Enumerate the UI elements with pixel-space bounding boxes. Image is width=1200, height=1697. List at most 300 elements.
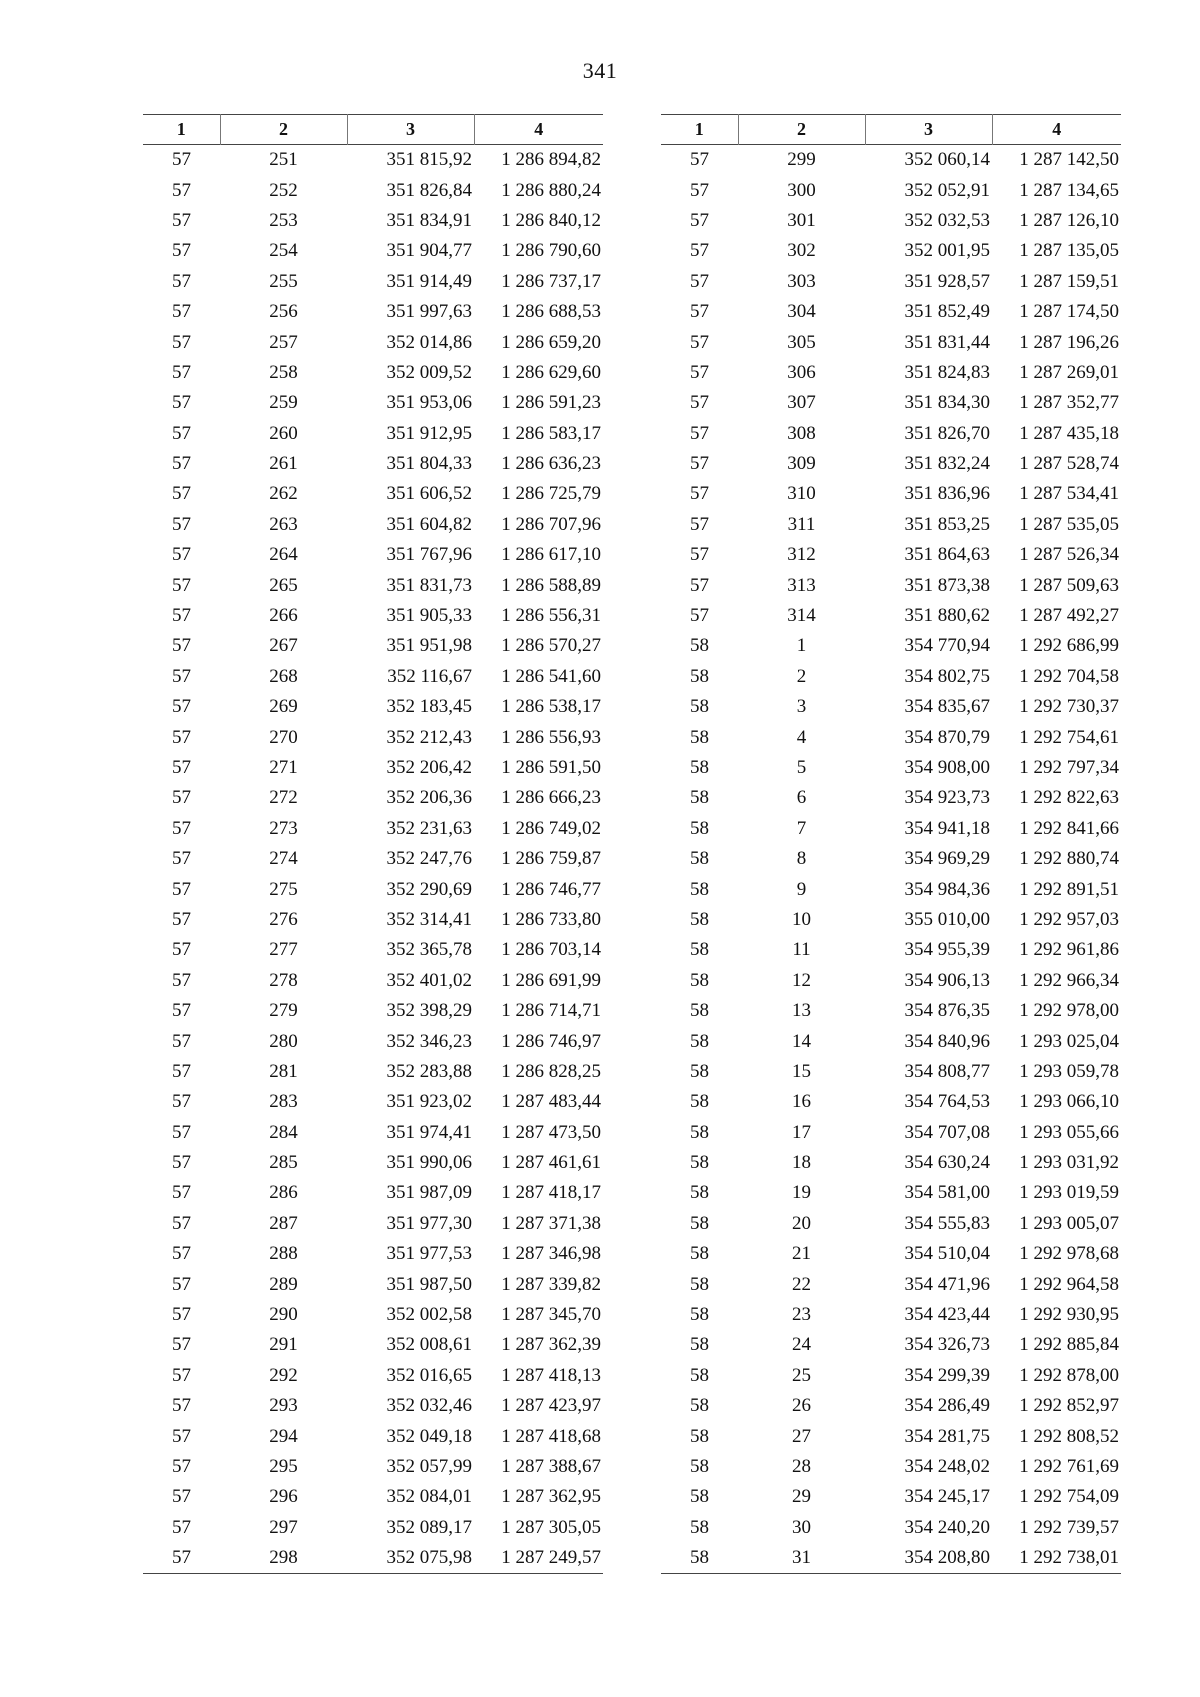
table-row bbox=[143, 570, 603, 600]
table-cell-col3: 351 834,30 bbox=[904, 392, 990, 414]
table-cell-col4: 1 286 588,89 bbox=[501, 574, 601, 596]
table-cell-col3: 354 707,08 bbox=[904, 1121, 990, 1143]
table-cell-col1: 57 bbox=[172, 1486, 191, 1508]
table-cell-col3: 351 826,70 bbox=[904, 422, 990, 444]
table-row bbox=[143, 1330, 603, 1360]
table-cell-col2: 27 bbox=[792, 1425, 811, 1447]
table-cell-col3: 351 977,53 bbox=[386, 1243, 472, 1265]
table-cell-col2: 299 bbox=[787, 149, 816, 171]
table-cell-col3: 351 923,02 bbox=[386, 1091, 472, 1113]
table-cell-col1: 57 bbox=[690, 240, 709, 262]
table-cell-col2: 295 bbox=[269, 1455, 298, 1477]
table-cell-col3: 351 997,63 bbox=[386, 301, 472, 323]
table-cell-col3: 352 016,65 bbox=[386, 1364, 472, 1386]
table-cell-col3: 352 032,46 bbox=[386, 1395, 472, 1417]
table-cell-col3: 351 804,33 bbox=[386, 453, 472, 475]
table-cell-col4: 1 286 725,79 bbox=[501, 483, 601, 505]
table-cell-col1: 57 bbox=[172, 635, 191, 657]
table-cell-col4: 1 293 031,92 bbox=[1019, 1152, 1119, 1174]
table-cell-col3: 352 049,18 bbox=[386, 1425, 472, 1447]
table-row bbox=[143, 753, 603, 783]
table-cell-col3: 351 864,63 bbox=[904, 544, 990, 566]
table-row bbox=[661, 874, 1121, 904]
table-cell-col4: 1 286 714,71 bbox=[501, 1000, 601, 1022]
table-row bbox=[661, 1330, 1121, 1360]
table-cell-col2: 296 bbox=[269, 1486, 298, 1508]
table-row bbox=[143, 297, 603, 327]
table-cell-col2: 19 bbox=[792, 1182, 811, 1204]
table-row bbox=[143, 814, 603, 844]
table-row bbox=[143, 358, 603, 388]
table-cell-col4: 1 286 691,99 bbox=[501, 969, 601, 991]
table-cell-col3: 351 767,96 bbox=[386, 544, 472, 566]
table-cell-col4: 1 287 196,26 bbox=[1019, 331, 1119, 353]
table-row bbox=[143, 1239, 603, 1269]
table-cell-col4: 1 287 528,74 bbox=[1019, 453, 1119, 475]
table-header-row bbox=[661, 115, 1121, 145]
table-cell-col1: 58 bbox=[690, 1304, 709, 1326]
table-cell-col2: 11 bbox=[792, 939, 811, 961]
table-row bbox=[661, 449, 1121, 479]
table-cell-col2: 9 bbox=[796, 878, 807, 900]
table-cell-col4: 1 286 707,96 bbox=[501, 513, 601, 535]
table-cell-col2: 253 bbox=[269, 209, 298, 231]
table-cell-col1: 57 bbox=[690, 453, 709, 475]
table-cell-col1: 57 bbox=[172, 1304, 191, 1326]
table-cell-col3: 354 770,94 bbox=[904, 635, 990, 657]
table-cell-col1: 57 bbox=[690, 270, 709, 292]
table-row bbox=[661, 206, 1121, 236]
table-row bbox=[661, 996, 1121, 1026]
table-row bbox=[143, 905, 603, 935]
table-cell-col1: 57 bbox=[172, 1364, 191, 1386]
table-cell-col3: 354 510,04 bbox=[904, 1243, 990, 1265]
table-cell-col1: 58 bbox=[690, 1243, 709, 1265]
table-row bbox=[143, 874, 603, 904]
table-cell-col4: 1 287 339,82 bbox=[501, 1273, 601, 1295]
table-cell-col4: 1 287 362,95 bbox=[501, 1486, 601, 1508]
table-cell-col1: 58 bbox=[690, 908, 709, 930]
table-cell-col2: 281 bbox=[269, 1060, 298, 1082]
table-cell-col1: 57 bbox=[172, 878, 191, 900]
table-cell-col4: 1 287 423,97 bbox=[501, 1395, 601, 1417]
table-cell-col2: 10 bbox=[792, 908, 811, 930]
table-cell-col1: 57 bbox=[690, 392, 709, 414]
table-cell-col4: 1 286 541,60 bbox=[501, 665, 601, 687]
table-cell-col4: 1 286 840,12 bbox=[501, 209, 601, 231]
table-row bbox=[143, 662, 603, 692]
table-cell-col4: 1 293 005,07 bbox=[1019, 1212, 1119, 1234]
table-cell-col3: 351 606,52 bbox=[386, 483, 472, 505]
table-cell-col3: 351 951,98 bbox=[386, 635, 472, 657]
table-cell-col1: 58 bbox=[690, 787, 709, 809]
table-row bbox=[661, 1118, 1121, 1148]
table-cell-col4: 1 286 749,02 bbox=[501, 817, 601, 839]
table-cell-col3: 352 290,69 bbox=[386, 878, 472, 900]
table-row bbox=[143, 996, 603, 1026]
table-cell-col4: 1 286 733,80 bbox=[501, 908, 601, 930]
table-row bbox=[661, 844, 1121, 874]
table-row bbox=[661, 814, 1121, 844]
column-header-2: 2 bbox=[220, 115, 347, 145]
table-cell-col3: 354 984,36 bbox=[904, 878, 990, 900]
table-cell-col1: 57 bbox=[690, 331, 709, 353]
table-cell-col1: 58 bbox=[690, 848, 709, 870]
table-cell-col3: 352 231,63 bbox=[386, 817, 472, 839]
table-row bbox=[143, 206, 603, 236]
table-cell-col4: 1 292 978,68 bbox=[1019, 1243, 1119, 1265]
table-cell-col4: 1 286 617,10 bbox=[501, 544, 601, 566]
table-row bbox=[661, 145, 1121, 176]
table-row bbox=[143, 510, 603, 540]
table-row bbox=[661, 510, 1121, 540]
table-cell-col1: 58 bbox=[690, 1547, 709, 1569]
table-cell-col3: 351 987,50 bbox=[386, 1273, 472, 1295]
table-row bbox=[661, 905, 1121, 935]
table-cell-col1: 58 bbox=[690, 1030, 709, 1052]
table-cell-col1: 57 bbox=[172, 1000, 191, 1022]
table-cell-col3: 351 873,38 bbox=[904, 574, 990, 596]
table-cell-col3: 352 089,17 bbox=[386, 1516, 472, 1538]
table-cell-col1: 57 bbox=[690, 209, 709, 231]
table-cell-col1: 57 bbox=[690, 422, 709, 444]
table-cell-col1: 58 bbox=[690, 1091, 709, 1113]
table-cell-col3: 354 764,53 bbox=[904, 1091, 990, 1113]
table-cell-col1: 57 bbox=[172, 1334, 191, 1356]
table-cell-col4: 1 286 538,17 bbox=[501, 696, 601, 718]
table-cell-col4: 1 286 556,93 bbox=[501, 726, 601, 748]
table-cell-col2: 306 bbox=[787, 361, 816, 383]
table-cell-col4: 1 287 371,38 bbox=[501, 1212, 601, 1234]
table-cell-col2: 256 bbox=[269, 301, 298, 323]
table-row bbox=[661, 1087, 1121, 1117]
table-cell-col1: 58 bbox=[690, 1000, 709, 1022]
table-cell-col2: 251 bbox=[269, 149, 298, 171]
table-header-row bbox=[143, 115, 603, 145]
table-row bbox=[661, 479, 1121, 509]
table-cell-col1: 58 bbox=[690, 939, 709, 961]
table-cell-col1: 57 bbox=[172, 301, 191, 323]
table-cell-col3: 351 815,92 bbox=[386, 149, 472, 171]
table-row bbox=[143, 175, 603, 205]
table-row bbox=[143, 1421, 603, 1451]
table-cell-col4: 1 292 966,34 bbox=[1019, 969, 1119, 991]
table-cell-col4: 1 286 636,23 bbox=[501, 453, 601, 475]
table-cell-col1: 58 bbox=[690, 1455, 709, 1477]
table-cell-col3: 354 286,49 bbox=[904, 1395, 990, 1417]
table-cell-col3: 352 032,53 bbox=[904, 209, 990, 231]
table-cell-col4: 1 292 704,58 bbox=[1019, 665, 1119, 687]
table-row bbox=[143, 722, 603, 752]
table-cell-col4: 1 286 659,20 bbox=[501, 331, 601, 353]
table-cell-col2: 278 bbox=[269, 969, 298, 991]
table-cell-col2: 308 bbox=[787, 422, 816, 444]
table-cell-col1: 57 bbox=[172, 726, 191, 748]
table-cell-col1: 58 bbox=[690, 1425, 709, 1447]
table-cell-col1: 57 bbox=[172, 1182, 191, 1204]
table-cell-col2: 290 bbox=[269, 1304, 298, 1326]
table-cell-col1: 57 bbox=[172, 270, 191, 292]
table-cell-col3: 352 116,67 bbox=[387, 665, 472, 687]
table-cell-col2: 300 bbox=[787, 179, 816, 201]
table-cell-col1: 57 bbox=[172, 331, 191, 353]
table-cell-col4: 1 287 142,50 bbox=[1019, 149, 1119, 171]
table-cell-col1: 58 bbox=[690, 726, 709, 748]
table-cell-col1: 57 bbox=[690, 179, 709, 201]
table-cell-col4: 1 292 754,61 bbox=[1019, 726, 1119, 748]
table-cell-col1: 57 bbox=[172, 787, 191, 809]
table-cell-col2: 305 bbox=[787, 331, 816, 353]
table-cell-col2: 1 bbox=[796, 635, 807, 657]
table-row bbox=[661, 570, 1121, 600]
table-cell-col3: 351 826,84 bbox=[386, 179, 472, 201]
table-cell-col1: 57 bbox=[172, 1516, 191, 1538]
table-row bbox=[143, 783, 603, 813]
table-cell-col1: 57 bbox=[690, 574, 709, 596]
table-cell-col3: 352 365,78 bbox=[386, 939, 472, 961]
table-cell-col4: 1 287 134,65 bbox=[1019, 179, 1119, 201]
table-cell-col2: 270 bbox=[269, 726, 298, 748]
table-row bbox=[661, 753, 1121, 783]
table-row bbox=[661, 1026, 1121, 1056]
table-cell-col2: 277 bbox=[269, 939, 298, 961]
table-cell-col3: 352 060,14 bbox=[904, 149, 990, 171]
table-cell-col1: 57 bbox=[172, 1152, 191, 1174]
table-cell-col3: 354 906,13 bbox=[904, 969, 990, 991]
table-row bbox=[661, 966, 1121, 996]
table-row bbox=[661, 631, 1121, 661]
table-cell-col4: 1 287 126,10 bbox=[1019, 209, 1119, 231]
table-cell-col4: 1 286 583,17 bbox=[501, 422, 601, 444]
table-cell-col4: 1 286 556,31 bbox=[501, 605, 601, 627]
page-number: 341 bbox=[582, 58, 618, 83]
table-cell-col1: 57 bbox=[172, 1395, 191, 1417]
table-cell-col3: 354 281,75 bbox=[904, 1425, 990, 1447]
table-cell-col3: 351 834,91 bbox=[386, 209, 472, 231]
table-row bbox=[661, 327, 1121, 357]
table-cell-col1: 57 bbox=[172, 1121, 191, 1143]
table-cell-col1: 57 bbox=[690, 361, 709, 383]
table-cell-col2: 13 bbox=[792, 1000, 811, 1022]
table-cell-col2: 264 bbox=[269, 544, 298, 566]
table-cell-col3: 352 314,41 bbox=[386, 908, 472, 930]
table-cell-col3: 351 852,49 bbox=[904, 301, 990, 323]
table-cell-col4: 1 286 688,53 bbox=[501, 301, 601, 323]
table-cell-col1: 58 bbox=[690, 1516, 709, 1538]
table-cell-col3: 352 075,98 bbox=[386, 1547, 472, 1569]
column-header-2: 2 bbox=[738, 115, 865, 145]
table-row bbox=[143, 844, 603, 874]
table-row bbox=[661, 1543, 1121, 1574]
table-cell-col4: 1 286 828,25 bbox=[501, 1060, 601, 1082]
table-cell-col2: 269 bbox=[269, 696, 298, 718]
table-cell-col2: 310 bbox=[787, 483, 816, 505]
table-cell-col4: 1 287 435,18 bbox=[1019, 422, 1119, 444]
table-cell-col3: 354 471,96 bbox=[904, 1273, 990, 1295]
table-cell-col2: 280 bbox=[269, 1030, 298, 1052]
table-cell-col4: 1 292 739,57 bbox=[1019, 1516, 1119, 1538]
coordinates-table-right bbox=[661, 114, 1121, 1574]
table-cell-col4: 1 286 591,50 bbox=[501, 757, 601, 778]
table-cell-col3: 351 604,82 bbox=[386, 513, 472, 535]
table-cell-col4: 1 293 055,66 bbox=[1019, 1121, 1119, 1143]
table-cell-col3: 352 014,86 bbox=[386, 331, 472, 353]
table-cell-col4: 1 292 930,95 bbox=[1019, 1304, 1119, 1326]
table-cell-col2: 21 bbox=[792, 1243, 811, 1265]
table-row bbox=[661, 935, 1121, 965]
table-cell-col3: 351 831,44 bbox=[904, 331, 990, 353]
table-cell-col1: 57 bbox=[172, 544, 191, 566]
table-row bbox=[143, 1543, 603, 1574]
table-row bbox=[143, 1057, 603, 1087]
table-cell-col4: 1 292 978,00 bbox=[1019, 1000, 1119, 1022]
table-cell-col1: 58 bbox=[690, 1060, 709, 1082]
table-cell-col1: 57 bbox=[690, 149, 709, 171]
table-cell-col1: 57 bbox=[172, 969, 191, 991]
table-cell-col4: 1 287 352,77 bbox=[1019, 392, 1119, 414]
table-cell-col4: 1 287 534,41 bbox=[1019, 483, 1119, 505]
table-cell-col3: 354 630,24 bbox=[904, 1152, 990, 1174]
table-cell-col4: 1 287 174,50 bbox=[1019, 301, 1119, 323]
table-cell-col2: 307 bbox=[787, 392, 816, 414]
table-cell-col2: 289 bbox=[269, 1273, 298, 1295]
table-row bbox=[661, 419, 1121, 449]
table-cell-col2: 22 bbox=[792, 1273, 811, 1295]
table-row bbox=[661, 662, 1121, 692]
table-cell-col2: 26 bbox=[792, 1395, 811, 1417]
table-cell-col1: 57 bbox=[172, 1060, 191, 1082]
column-header-4: 4 bbox=[474, 115, 603, 145]
table-cell-col3: 354 840,96 bbox=[904, 1030, 990, 1052]
table-cell-col2: 28 bbox=[792, 1455, 811, 1477]
table-cell-col1: 58 bbox=[690, 1121, 709, 1143]
table-cell-col4: 1 286 666,23 bbox=[501, 787, 601, 809]
table-cell-col2: 274 bbox=[269, 848, 298, 870]
table-row bbox=[143, 966, 603, 996]
table-cell-col1: 57 bbox=[172, 817, 191, 839]
table-cell-col2: 268 bbox=[269, 665, 298, 687]
table-cell-col4: 1 287 473,50 bbox=[501, 1121, 601, 1143]
table-cell-col3: 354 326,73 bbox=[904, 1334, 990, 1356]
table-cell-col3: 354 208,80 bbox=[904, 1547, 990, 1569]
table-cell-col1: 57 bbox=[172, 665, 191, 687]
table-cell-col2: 260 bbox=[269, 422, 298, 444]
table-cell-col4: 1 286 629,60 bbox=[501, 361, 601, 383]
table-row bbox=[661, 267, 1121, 297]
table-cell-col1: 57 bbox=[172, 908, 191, 930]
table-cell-col2: 309 bbox=[787, 453, 816, 475]
table-cell-col2: 257 bbox=[269, 331, 298, 353]
table-cell-col3: 352 283,88 bbox=[386, 1060, 472, 1082]
table-cell-col1: 58 bbox=[690, 1486, 709, 1508]
table-cell-col3: 354 923,73 bbox=[904, 787, 990, 809]
table-row bbox=[661, 1452, 1121, 1482]
table-cell-col1: 57 bbox=[172, 513, 191, 535]
column-header-1: 1 bbox=[176, 119, 186, 139]
table-cell-col4: 1 293 059,78 bbox=[1019, 1060, 1119, 1082]
table-cell-col3: 352 398,29 bbox=[386, 1000, 472, 1022]
table-row bbox=[143, 145, 603, 176]
table-cell-col3: 351 990,06 bbox=[386, 1152, 472, 1174]
table-row bbox=[143, 540, 603, 570]
table-cell-col2: 266 bbox=[269, 605, 298, 627]
table-cell-col2: 298 bbox=[269, 1547, 298, 1569]
table-cell-col2: 293 bbox=[269, 1395, 298, 1417]
table-row bbox=[661, 1361, 1121, 1391]
table-cell-col4: 1 292 738,01 bbox=[1019, 1547, 1119, 1569]
table-cell-col1: 57 bbox=[690, 605, 709, 627]
table-cell-col2: 301 bbox=[787, 209, 816, 231]
table-row bbox=[143, 1452, 603, 1482]
table-cell-col3: 352 084,01 bbox=[386, 1486, 472, 1508]
table-cell-col1: 57 bbox=[690, 544, 709, 566]
table-cell-col1: 57 bbox=[172, 483, 191, 505]
table-cell-col3: 351 928,57 bbox=[904, 270, 990, 292]
table-cell-col1: 57 bbox=[690, 513, 709, 535]
table-cell-col2: 314 bbox=[787, 605, 816, 627]
table-cell-col4: 1 292 686,99 bbox=[1019, 635, 1119, 657]
table-cell-col3: 351 905,33 bbox=[386, 605, 472, 627]
table-row bbox=[143, 267, 603, 297]
table-cell-col3: 354 876,35 bbox=[904, 1000, 990, 1022]
table-cell-col2: 12 bbox=[792, 969, 811, 991]
table-cell-col1: 57 bbox=[172, 939, 191, 961]
table-cell-col1: 57 bbox=[690, 483, 709, 505]
table-cell-col1: 57 bbox=[172, 1243, 191, 1265]
table-row bbox=[661, 783, 1121, 813]
table-cell-col4: 1 292 878,00 bbox=[1019, 1364, 1119, 1386]
table-cell-col3: 354 581,00 bbox=[904, 1182, 990, 1204]
table-cell-col4: 1 287 345,70 bbox=[501, 1304, 601, 1326]
table-cell-col4: 1 287 461,61 bbox=[501, 1152, 601, 1174]
table-row bbox=[661, 601, 1121, 631]
table-cell-col1: 57 bbox=[172, 574, 191, 596]
table-cell-col3: 352 057,99 bbox=[386, 1455, 472, 1477]
table-body-left bbox=[143, 145, 603, 1574]
table-cell-col3: 354 299,39 bbox=[904, 1364, 990, 1386]
table-row bbox=[143, 388, 603, 418]
table-row bbox=[661, 1482, 1121, 1512]
table-cell-col1: 58 bbox=[690, 969, 709, 991]
table-row bbox=[661, 1513, 1121, 1543]
table-cell-col2: 252 bbox=[269, 179, 298, 201]
table-cell-col4: 1 287 526,34 bbox=[1019, 544, 1119, 566]
table-cell-col2: 276 bbox=[269, 908, 298, 930]
table-row bbox=[661, 1391, 1121, 1421]
table-cell-col3: 351 831,73 bbox=[386, 574, 472, 596]
column-header-3: 3 bbox=[865, 115, 992, 145]
table-cell-col4: 1 286 737,17 bbox=[501, 270, 601, 292]
table-cell-col1: 57 bbox=[172, 1212, 191, 1234]
table-cell-col3: 351 977,30 bbox=[386, 1212, 472, 1234]
table-cell-col4: 1 287 483,44 bbox=[501, 1091, 601, 1113]
table-cell-col3: 354 835,67 bbox=[904, 696, 990, 718]
table-cell-col4: 1 292 841,66 bbox=[1019, 817, 1119, 839]
table-cell-col4: 1 292 808,52 bbox=[1019, 1425, 1119, 1447]
table-cell-col2: 16 bbox=[792, 1091, 811, 1113]
table-cell-col2: 311 bbox=[787, 513, 816, 535]
table-cell-col3: 351 914,49 bbox=[386, 270, 472, 292]
table-cell-col4: 1 292 797,34 bbox=[1019, 757, 1119, 778]
table-cell-col4: 1 286 894,82 bbox=[501, 149, 601, 171]
table-row bbox=[143, 1482, 603, 1512]
table-cell-col2: 302 bbox=[787, 240, 816, 262]
table-row bbox=[661, 692, 1121, 722]
table-cell-col1: 57 bbox=[172, 392, 191, 414]
table-cell-col4: 1 292 957,03 bbox=[1019, 908, 1119, 930]
table-cell-col4: 1 287 362,39 bbox=[501, 1334, 601, 1356]
table-cell-col2: 291 bbox=[269, 1334, 298, 1356]
